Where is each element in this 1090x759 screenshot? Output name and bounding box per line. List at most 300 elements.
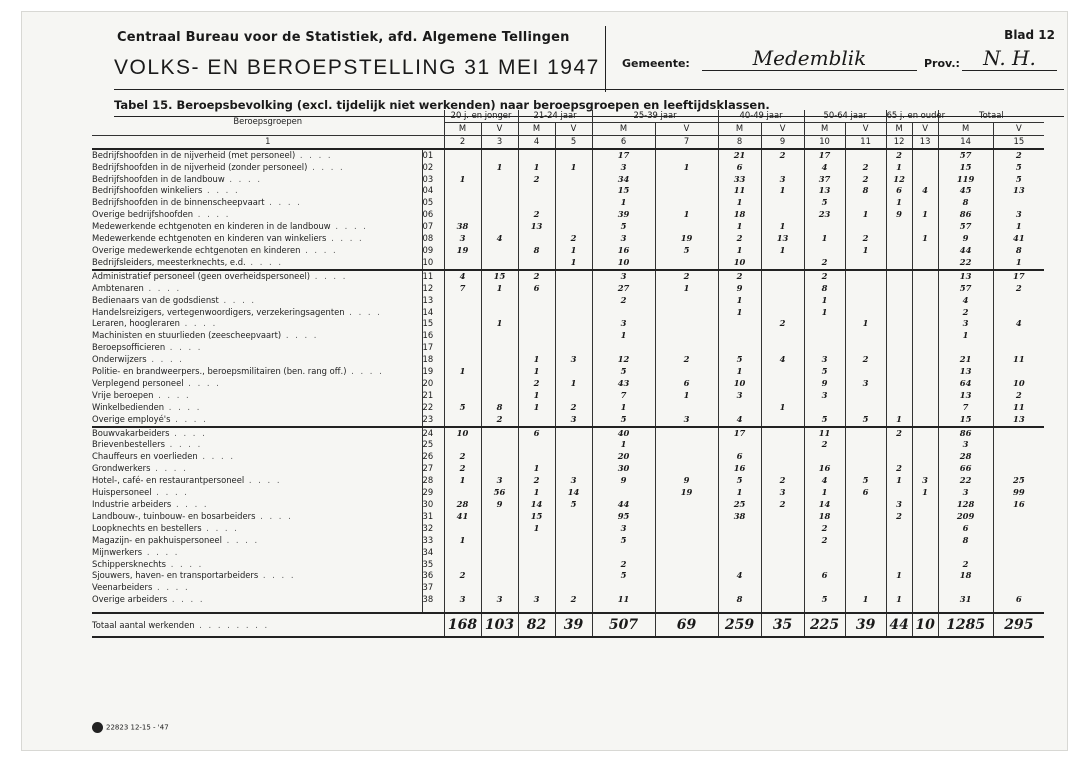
row-code: 06 [422,209,444,221]
row-label-text: Bedrijfshoofden in de landbouw [92,173,225,184]
cell-value [655,439,718,451]
column-header-age-1: 21-24 jaar [518,110,592,122]
cell-value [761,283,804,295]
cell-value: 41 [993,233,1044,245]
cell-value: 2 [444,463,481,475]
cell-value [761,511,804,523]
cell-value: 1 [718,295,761,307]
cell-value: 3 [481,594,518,606]
cell-value [481,378,518,390]
cell-value: 3 [555,354,592,366]
cell-value [518,582,555,594]
cell-value [555,547,592,559]
row-code: 20 [422,378,444,390]
cell-value: 103 [481,613,518,637]
cell-value: 1 [886,570,912,582]
cell-value: 3 [592,162,655,174]
cell-value: 15 [518,511,555,523]
cell-value: 4 [912,185,938,197]
cell-value [655,535,718,547]
cell-value: 1 [993,257,1044,270]
row-label-text: Administratief personeel (geen overheidspersoneel) [92,270,311,281]
cell-value: 5 [993,162,1044,174]
table-row [92,245,1044,257]
cell-value [718,402,761,414]
cell-value: 3 [555,414,592,427]
cell-value: 2 [555,233,592,245]
cell-value [444,378,481,390]
cell-value: 259 [718,613,761,637]
cell-value [845,427,886,440]
cell-value [804,582,845,594]
cell-value: 3 [993,209,1044,221]
cell-value [481,427,518,440]
cell-value: 7 [592,390,655,402]
cell-value: 2 [555,594,592,606]
cell-value: 23 [804,209,845,221]
cell-value [518,559,555,571]
cell-value [845,499,886,511]
row-label-text: Bedrijfshoofden in de nijverheid (met personeel) [92,149,296,160]
cell-value: 57 [938,283,993,295]
cell-value: 38 [718,511,761,523]
cell-value [912,162,938,174]
table-row [92,594,1044,606]
cell-value [993,511,1044,523]
cell-value [761,570,804,582]
cell-value [655,499,718,511]
total-row [92,613,1044,637]
row-label-text: Bedrijfsleiders, meesterknechts, e.d. [92,256,246,267]
sex-header-male: M [444,122,481,135]
cell-value [993,342,1044,354]
cell-value: 1 [444,475,481,487]
cell-value [555,439,592,451]
cell-value [804,559,845,571]
cell-value: 6 [993,594,1044,606]
cell-value: 2 [592,295,655,307]
cell-value: 5 [592,535,655,547]
cell-value: 2 [804,535,845,547]
cell-value: 1 [518,162,555,174]
sex-header-male: M [886,122,912,135]
column-number: 8 [718,135,761,148]
cell-value: 3 [592,318,655,330]
row-label-text: Overige employé's [92,413,171,424]
cell-value: 3 [592,523,655,535]
cell-value [886,366,912,378]
cell-value [518,342,555,354]
cell-value [518,295,555,307]
cell-value [804,547,845,559]
cell-value [845,330,886,342]
row-code: 10 [422,257,444,270]
cell-value [481,197,518,209]
cell-value [718,535,761,547]
cell-value [444,342,481,354]
cell-value: 4 [804,475,845,487]
cell-value [518,451,555,463]
cell-value: 5 [804,414,845,427]
cell-value [655,570,718,582]
cell-value: 2 [555,402,592,414]
cell-value [993,197,1044,209]
cell-value: 5 [993,174,1044,186]
table-row [92,283,1044,295]
header-divider [605,26,606,92]
cell-value [555,559,592,571]
cell-value: 2 [761,149,804,162]
table-title: Tabel 15. Beroepsbevolking (excl. tijdelijk niet werkenden) naar beroepsgroepen en leeftijdsklassen. [114,98,770,112]
cell-value: 43 [592,378,655,390]
cell-value [993,295,1044,307]
column-header-total: Totaal [938,110,1044,122]
cell-value [444,318,481,330]
table-row [92,439,1044,451]
sex-header-male: M [518,122,555,135]
cell-value: 3 [804,390,845,402]
cell-value: 8 [518,245,555,257]
cell-value [761,439,804,451]
cell-value: 11 [592,594,655,606]
cell-value [592,582,655,594]
cell-value: 31 [938,594,993,606]
cell-value [518,414,555,427]
row-code: 09 [422,245,444,257]
cell-value: 3 [518,594,555,606]
cell-value: 2 [761,475,804,487]
cell-value [444,185,481,197]
cell-value: 1 [518,366,555,378]
cell-value [938,342,993,354]
column-number: 10 [804,135,845,148]
cell-value: 5 [592,414,655,427]
sex-header-male: M [804,122,845,135]
row-label-text: Vrije beroepen [92,389,154,400]
cell-value: 11 [804,427,845,440]
cell-value: 1 [845,209,886,221]
table-row [92,221,1044,233]
row-code: 12 [422,283,444,295]
cell-value [845,582,886,594]
row-label-text: Beroepsofficieren [92,342,166,353]
cell-value: 6 [518,283,555,295]
row-label: Medewerkende echtgenoten en kinderen van winkeliers . . . . [92,233,364,244]
row-label: Schippersknechts . . . . [92,558,204,569]
cell-value [655,221,718,233]
cell-value [518,330,555,342]
table-row [92,354,1044,366]
cell-value [993,570,1044,582]
cell-value: 1 [912,209,938,221]
cell-value [912,414,938,427]
cell-value: 15 [938,414,993,427]
cell-value: 39 [555,613,592,637]
cell-value: 1 [761,402,804,414]
column-number: 11 [845,135,886,148]
cell-value [761,535,804,547]
cell-value [444,547,481,559]
column-header-age-4: 50-64 jaar [804,110,886,122]
cell-value [912,378,938,390]
cell-value [481,342,518,354]
cell-value: 1 [592,402,655,414]
cell-value [761,197,804,209]
cell-value [518,547,555,559]
cell-value [912,149,938,162]
table-row [92,414,1044,427]
cell-value: 119 [938,174,993,186]
cell-value [481,174,518,186]
cell-value: 13 [993,414,1044,427]
cell-value [912,221,938,233]
cell-value [518,185,555,197]
cell-value: 21 [718,149,761,162]
table-row [92,390,1044,402]
row-code: 29 [422,487,444,499]
cell-value [655,582,718,594]
cell-value [845,221,886,233]
cell-value: 209 [938,511,993,523]
cell-value [518,439,555,451]
cell-value [845,307,886,319]
cell-value: 13 [804,185,845,197]
cell-value [912,463,938,475]
cell-value [912,245,938,257]
row-label-text: Overige arbeiders [92,594,168,605]
cell-value [655,366,718,378]
cell-value [655,559,718,571]
row-label: Winkelbedienden . . . . [92,401,202,412]
cell-value [886,402,912,414]
cell-value [444,354,481,366]
row-code: 35 [422,559,444,571]
cell-value [761,330,804,342]
cell-value: 17 [804,149,845,162]
row-label: Grondwerkers . . . . [92,463,188,474]
cell-value: 57 [938,149,993,162]
cell-value [481,439,518,451]
row-code: 04 [422,185,444,197]
cell-value: 39 [592,209,655,221]
cell-value: 22 [938,257,993,270]
cell-value: 3 [481,475,518,487]
cell-value [518,149,555,162]
row-label: Handelsreizigers, vertegenwoordigers, verzekeringsagenten . . . . [92,306,382,317]
cell-value [555,523,592,535]
column-number: 6 [592,135,655,148]
cell-value: 8 [481,402,518,414]
cell-value [655,451,718,463]
cell-value [555,535,592,547]
column-number-row [92,135,1044,148]
row-code: 15 [422,318,444,330]
cell-value [444,197,481,209]
cell-value [761,209,804,221]
cell-value [804,342,845,354]
cell-value: 1 [518,402,555,414]
cell-value: 2 [761,499,804,511]
row-code: 28 [422,475,444,487]
cell-value: 1 [592,197,655,209]
table-row [92,149,1044,162]
cell-value: 15 [938,162,993,174]
cell-value [938,582,993,594]
cell-value: 2 [804,523,845,535]
cell-value [845,559,886,571]
cell-value [761,270,804,283]
row-label-text: Machinisten en stuurlieden (zeescheepvaart) [92,330,282,341]
row-code: 02 [422,162,444,174]
cell-value [592,547,655,559]
cell-value: 8 [718,594,761,606]
cell-value [655,257,718,270]
cell-value [592,487,655,499]
cell-value: 5 [444,402,481,414]
cell-value: 1 [804,295,845,307]
cell-value [555,463,592,475]
cell-value: 1 [555,162,592,174]
cell-value: 1 [518,354,555,366]
cell-value: 86 [938,427,993,440]
cell-value: 6 [518,427,555,440]
cell-value: 14 [804,499,845,511]
table-row [92,270,1044,283]
row-label-text: Overige medewerkende echtgenoten en kinderen [92,244,301,255]
cell-value [912,547,938,559]
row-label-text: Medewerkende echtgenoten en kinderen in de landbouw [92,221,331,232]
sex-header-female: V [481,122,518,135]
row-label-text: Winkelbedienden [92,401,165,412]
cell-value: 1 [718,197,761,209]
cell-value: 95 [592,511,655,523]
row-label-text: Brievenbestellers [92,439,165,450]
cell-value [912,366,938,378]
cell-value [886,547,912,559]
cell-value: 3 [912,475,938,487]
cell-value: 2 [518,174,555,186]
cell-value: 1 [655,209,718,221]
cell-value: 1 [655,390,718,402]
row-label: Sjouwers, haven- en transportarbeiders . . . . [92,570,296,581]
cell-value: 44 [592,499,655,511]
cell-value [886,257,912,270]
cell-value: 1 [886,594,912,606]
cell-value [655,174,718,186]
cell-value: 2 [761,318,804,330]
table-row [92,463,1044,475]
cell-value: 82 [518,613,555,637]
cell-value [993,330,1044,342]
cell-value [481,547,518,559]
cell-value: 1 [718,366,761,378]
row-label-text: Onderwijzers [92,354,147,365]
cell-value: 57 [938,221,993,233]
cell-value [912,342,938,354]
cell-value [555,570,592,582]
cell-value [912,197,938,209]
table-row [92,330,1044,342]
cell-value: 2 [592,559,655,571]
cell-value [555,174,592,186]
cell-value [592,307,655,319]
row-label-text: Grondwerkers [92,463,151,474]
cell-value [555,511,592,523]
cell-value [655,402,718,414]
cell-value: 1285 [938,613,993,637]
cell-value [655,295,718,307]
table-row [92,559,1044,571]
cell-value: 5 [845,475,886,487]
cell-value [993,427,1044,440]
cell-value: 2 [938,559,993,571]
cell-value [481,570,518,582]
cell-value: 4 [993,318,1044,330]
cell-value: 17 [718,427,761,440]
cell-value: 8 [845,185,886,197]
cell-value: 19 [655,233,718,245]
cell-value [912,523,938,535]
sex-header-male: M [938,122,993,135]
column-number: 5 [555,135,592,148]
cell-value: 1 [655,283,718,295]
column-header-age-0: 20 j. en jonger [444,110,518,122]
sex-header-female: V [845,122,886,135]
row-label: Bedienaars van de godsdienst . . . . [92,294,257,305]
row-label: Ambtenaren . . . . [92,282,182,293]
table-row [92,185,1044,197]
cell-value [912,295,938,307]
sex-header-female: V [993,122,1044,135]
cell-value: 1 [845,318,886,330]
row-code: 26 [422,451,444,463]
cell-value [993,463,1044,475]
row-code: 32 [422,523,444,535]
row-code: 11 [422,270,444,283]
cell-value: 37 [804,174,845,186]
cell-value [718,318,761,330]
cell-value [655,594,718,606]
cell-value: 1 [481,283,518,295]
cell-value: 4 [804,162,845,174]
cell-value: 9 [481,499,518,511]
cell-value: 2 [655,354,718,366]
cell-value [761,594,804,606]
cell-value: 9 [804,378,845,390]
cell-value: 28 [938,451,993,463]
cell-value [655,185,718,197]
cell-value: 1 [845,245,886,257]
cell-value: 3 [938,487,993,499]
row-code: 23 [422,414,444,427]
spacer-cell [592,606,655,613]
table-row [92,535,1044,547]
row-code: 14 [422,307,444,319]
row-code: 05 [422,197,444,209]
table-row [92,378,1044,390]
cell-value: 2 [845,354,886,366]
cell-value: 2 [481,414,518,427]
cell-value [804,330,845,342]
cell-value [912,451,938,463]
cell-value: 5 [592,366,655,378]
row-code: 07 [422,221,444,233]
cell-value: 1 [518,463,555,475]
cell-value: 5 [592,570,655,582]
cell-value: 16 [718,463,761,475]
row-code: 25 [422,439,444,451]
cell-value [845,342,886,354]
